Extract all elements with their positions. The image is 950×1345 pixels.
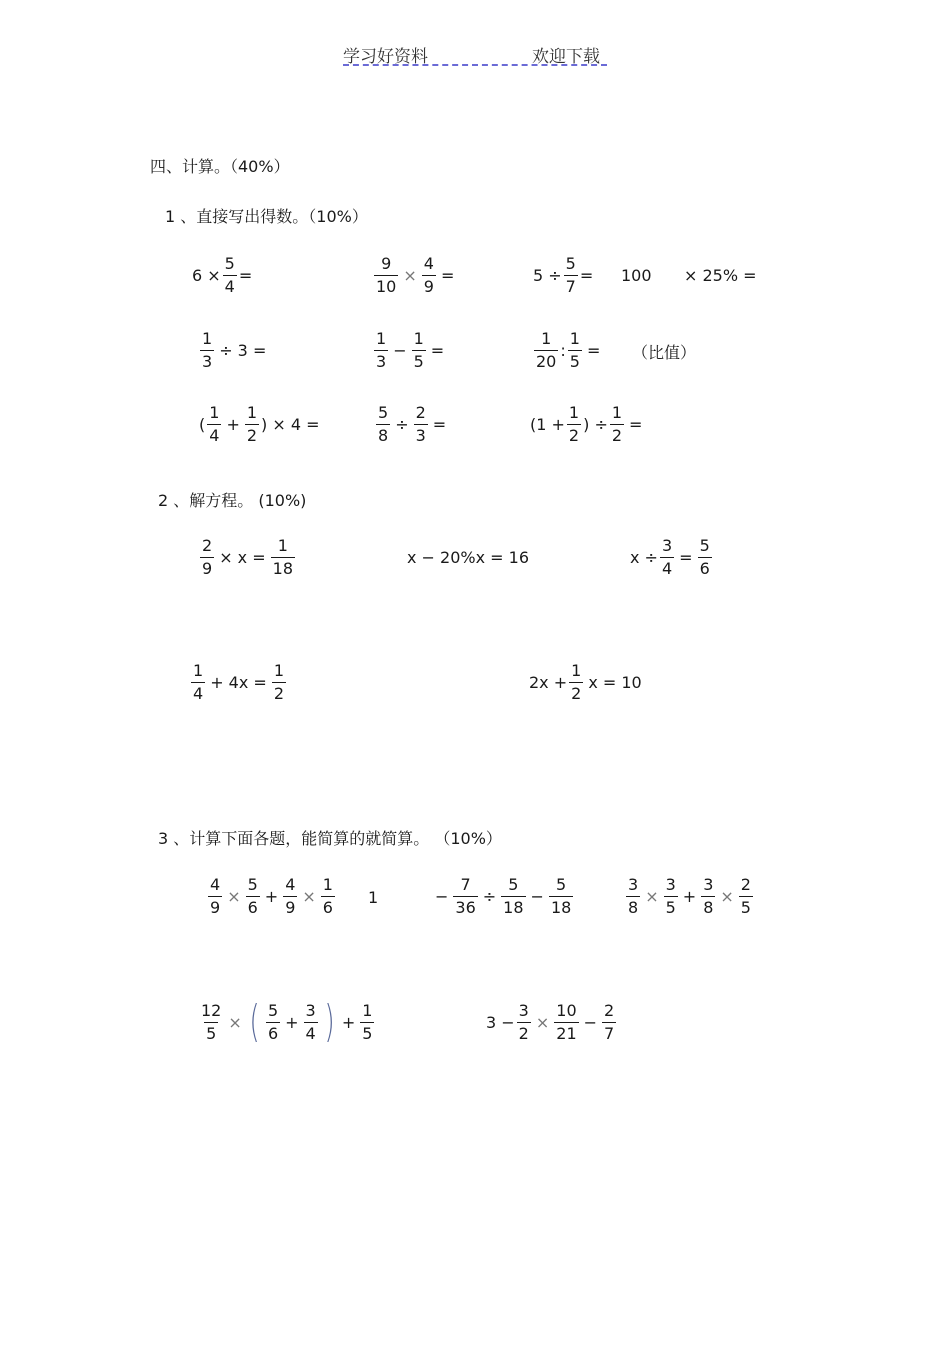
numerator: 1 (569, 329, 580, 348)
fraction (453, 877, 477, 916)
problem-1-7 (532, 331, 603, 370)
equals: = (579, 266, 594, 285)
calc-5 (486, 1003, 618, 1042)
calc-2 (432, 877, 575, 916)
numerator: 1 (209, 403, 220, 422)
denominator: 18 (272, 559, 293, 578)
fraction (374, 331, 388, 370)
numerator: 1 (541, 329, 552, 348)
header-dashed-underline (343, 64, 607, 66)
expr-text: x ÷ (630, 548, 658, 567)
operator: + (341, 1012, 356, 1032)
denominator: 8 (628, 898, 639, 917)
numerator: 5 (508, 875, 519, 894)
numerator: 5 (378, 403, 389, 422)
ratio-colon: : (560, 341, 566, 360)
numerator: 2 (604, 1001, 615, 1020)
operator: × (645, 887, 659, 906)
operator: − (393, 341, 407, 360)
fraction (568, 331, 582, 370)
numerator: 1 (246, 403, 258, 422)
fraction (191, 663, 205, 702)
fraction (207, 405, 221, 444)
fraction (626, 877, 640, 916)
problem-1-3 (533, 256, 593, 295)
operator: × (720, 887, 734, 906)
fraction (517, 1003, 531, 1042)
operator: ÷ (395, 415, 409, 434)
problem-1-5 (198, 331, 269, 370)
numerator: 1 (568, 403, 580, 422)
fraction (602, 1003, 616, 1042)
denominator: 5 (362, 1023, 373, 1043)
equals: = (440, 266, 455, 285)
calc-4 (197, 996, 376, 1047)
expr-text: 2x + (529, 673, 568, 692)
denominator: 5 (665, 898, 676, 917)
denominator: 4 (661, 559, 673, 578)
numerator: 5 (247, 875, 258, 894)
equation-3 (630, 538, 714, 577)
fraction (283, 877, 297, 916)
equals: = (432, 415, 447, 434)
numerator: 5 (267, 1000, 279, 1020)
numerator: 1 (193, 661, 204, 680)
section-title: 四、计算。（40%） (150, 157, 290, 176)
expr-text: (1 + (530, 415, 565, 434)
operator: − (583, 1013, 598, 1032)
operator: × (227, 887, 241, 906)
fraction (701, 877, 715, 916)
denominator: 4 (193, 684, 204, 703)
numerator: 4 (285, 875, 296, 894)
numerator: 1 (202, 329, 213, 348)
fraction (554, 1003, 578, 1042)
equation-4 (189, 663, 288, 702)
problem-1-6 (372, 331, 447, 370)
denominator: 2 (611, 426, 623, 445)
equation-2: x − 20%x = 16 (407, 548, 530, 567)
problem-1-2 (372, 256, 457, 295)
equation-5 (529, 663, 645, 702)
denominator: 20 (536, 352, 557, 371)
fraction (610, 405, 624, 444)
numerator: 3 (703, 875, 714, 894)
numerator: 1 (362, 1000, 373, 1020)
fraction (266, 1000, 280, 1043)
fraction (664, 877, 678, 916)
fraction (376, 405, 390, 444)
denominator: 6 (247, 898, 258, 917)
denominator: 2 (568, 426, 580, 445)
denominator: 2 (571, 684, 582, 703)
part3-title: 3 、计算下面各题，能简算的就简算。 （10%） (158, 829, 502, 848)
denominator: 7 (604, 1024, 615, 1043)
fraction (534, 331, 558, 370)
numerator: 5 (224, 254, 235, 273)
denominator: 2 (246, 426, 258, 445)
fraction (412, 331, 426, 370)
numerator: 5 (699, 536, 710, 555)
denominator: 2 (273, 684, 285, 703)
expr-text: ÷ 3 = (219, 341, 267, 360)
paren: ( (199, 415, 206, 434)
fraction (501, 877, 525, 916)
denominator: 9 (210, 898, 221, 917)
fraction (374, 256, 398, 295)
denominator: 5 (740, 898, 751, 917)
numerator: 1 (273, 661, 285, 680)
numerator: 9 (381, 254, 392, 273)
numerator: 2 (740, 875, 751, 894)
denominator: 7 (565, 277, 576, 296)
operator: − (435, 887, 449, 906)
numerator: 4 (210, 875, 221, 894)
denominator: 3 (202, 352, 213, 371)
fraction (245, 405, 259, 444)
denominator: 6 (699, 559, 710, 578)
part1-title: 1 、直接写出得数。（10%） (165, 207, 368, 226)
equals: = (629, 415, 643, 434)
denominator: 9 (423, 277, 434, 296)
denominator: 5 (206, 1023, 217, 1043)
header-left-text: 学习好资料 (343, 47, 428, 67)
ratio-value-note: （比值） (632, 343, 697, 362)
numerator: 1 (376, 329, 387, 348)
denominator: 21 (556, 1024, 577, 1043)
fraction (223, 256, 237, 295)
fraction (422, 256, 436, 295)
fraction (414, 405, 428, 444)
numerator: 7 (460, 875, 471, 894)
operator: + (285, 1012, 299, 1032)
fraction (549, 877, 573, 916)
denominator: 9 (285, 898, 296, 917)
expr-text: ) ÷ (583, 415, 608, 434)
denominator: 8 (378, 426, 389, 445)
expr-text: x = 10 (588, 673, 642, 692)
denominator: 5 (413, 352, 424, 371)
denominator: 2 (518, 1024, 529, 1043)
numerator: 3 (518, 1001, 529, 1020)
numerator: 1 (413, 329, 424, 348)
denominator: 18 (550, 898, 572, 917)
equals: = (238, 266, 253, 285)
numerator: 1 (322, 875, 333, 894)
fraction (660, 538, 674, 577)
header-right-text: 欢迎下载 (532, 47, 600, 67)
fraction (739, 877, 753, 916)
fraction (200, 538, 214, 577)
numerator: 2 (415, 403, 426, 422)
calc-1 (206, 877, 337, 916)
denominator: 4 (224, 277, 235, 296)
big-right-paren: ) (324, 996, 335, 1047)
equals: = (586, 341, 601, 360)
numerator: 4 (423, 254, 434, 273)
calc-3 (624, 877, 755, 916)
expr-text: ) × 4 = (261, 415, 320, 434)
calc-2-lead: 1 (368, 888, 379, 907)
numerator: 3 (665, 875, 676, 894)
expr-text: × x = (219, 548, 266, 567)
problem-1-8 (199, 405, 320, 444)
fraction (360, 1000, 374, 1043)
operator: × (403, 266, 417, 285)
problem-1-10 (530, 405, 645, 444)
big-left-paren: ( (249, 996, 260, 1047)
problem-1-9 (374, 405, 449, 444)
equals: = (679, 548, 693, 567)
expr-text: 5 ÷ (533, 266, 562, 285)
equals: = (430, 341, 445, 360)
problem-1-4-tail: × 25% = (684, 266, 757, 285)
problem-1-1 (192, 256, 252, 295)
expr-text: 6 × (192, 266, 221, 285)
fraction (272, 663, 286, 702)
expr-text: + 4x = (210, 673, 267, 692)
operator: ÷ (482, 887, 497, 906)
operator: + (264, 887, 279, 906)
denominator: 4 (305, 1023, 316, 1043)
numerator: 3 (305, 1000, 316, 1020)
numerator: 5 (556, 875, 567, 894)
numerator: 1 (277, 536, 288, 555)
numerator: 1 (571, 661, 582, 680)
fraction (321, 877, 335, 916)
denominator: 10 (376, 277, 397, 296)
denominator: 36 (455, 898, 476, 917)
fraction (246, 877, 260, 916)
operator: − (530, 887, 544, 906)
denominator: 6 (267, 1023, 279, 1043)
numerator: 1 (611, 403, 623, 422)
denominator: 18 (503, 898, 524, 917)
fraction (199, 1000, 223, 1043)
numerator: 12 (201, 1000, 222, 1020)
equation-1 (198, 538, 297, 577)
fraction (569, 663, 583, 702)
denominator: 4 (209, 426, 220, 445)
expr-text: 3 − (486, 1013, 515, 1032)
operator: × (228, 1012, 242, 1032)
fraction (208, 877, 222, 916)
numerator: 3 (628, 875, 639, 894)
fraction (698, 538, 712, 577)
fraction (271, 538, 295, 577)
fraction (564, 256, 578, 295)
denominator: 8 (703, 898, 714, 917)
denominator: 3 (415, 426, 426, 445)
operator: + (682, 887, 697, 906)
fraction (567, 405, 581, 444)
denominator: 9 (202, 559, 213, 578)
problem-1-4-number: 100 (621, 266, 652, 285)
numerator: 2 (202, 536, 213, 555)
denominator: 6 (322, 898, 333, 917)
denominator: 5 (569, 352, 580, 371)
operator: × (535, 1013, 550, 1032)
denominator: 3 (376, 352, 387, 371)
fraction (200, 331, 214, 370)
operator: × (302, 887, 316, 906)
operator: + (226, 415, 240, 434)
numerator: 5 (565, 254, 576, 273)
fraction (304, 1000, 318, 1043)
numerator: 3 (661, 536, 673, 555)
part2-title: 2 、解方程。 (10%) (158, 491, 307, 510)
numerator: 10 (556, 1001, 577, 1020)
